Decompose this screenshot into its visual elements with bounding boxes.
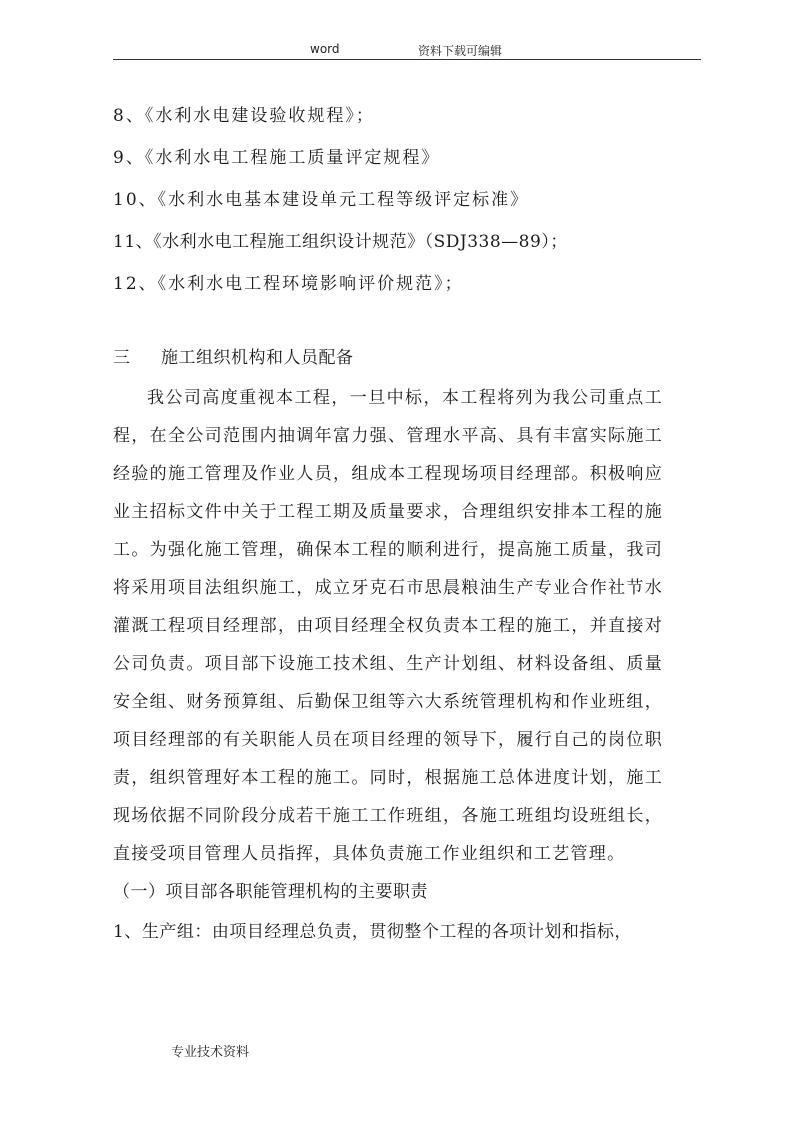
list-item: 11、《水利水电工程施工组织设计规范》（SDJ338—89）； bbox=[113, 232, 568, 252]
section-heading bbox=[113, 337, 673, 379]
header-right-text: 资料下载可编辑 bbox=[418, 44, 503, 58]
list-item: 12、《水利水电工程环境影响评价规范》； bbox=[113, 274, 464, 294]
document-body bbox=[113, 95, 673, 953]
section-title: 施工组织机构和人员配备 bbox=[161, 348, 354, 368]
list-item: 10、《水利水电基本建设单元工程等级评定标准》 bbox=[113, 190, 530, 210]
body-paragraph: 我公司高度重视本工程，一旦中标，本工程将列为我公司重点工程，在全公司范围内抽调年富力强、管理水平高、具有丰富实际施工经验的施工管理及作业人员，组成本工程现场项目经理部。积极响应业主招标文件中关于工程工期及质量要求，合理组织安排本工程的施工。为强化施工管理，确保本工程的顺利进行，提高施工质量，我司将采用项目法组织施工，成立牙克石市思晨粮油生产专业合作社节水灌溉工程项目经理部，由项目经理全权负责本工程的施工，并直接对公司负责。项目部下设施工技术组、生产计划组、材料设备组、质量安全组、财务预算组、后勤保卫组等六大系统管理机构和作业班组，项目经理部的有关职能人员在项目经理的领导下，履行自己的岗位职责，组织管理好本工程的施工。同时，根据施工总体进度计划，施工现场依据不同阶段分成若干施工工作班组，各施工班组均设班组长，直接受项目管理人员指挥，具体负责施工作业组织和工艺管理。 bbox=[113, 388, 663, 864]
page-header bbox=[113, 38, 701, 60]
section-number: 三 bbox=[113, 348, 131, 368]
list-item: 8、《水利水电建设验收规程》； bbox=[113, 106, 375, 126]
page-footer: 专业技术资料 bbox=[171, 1045, 250, 1060]
list-item: 9、《水利水电工程施工质量评定规程》 bbox=[113, 148, 441, 168]
subheading: （一）项目部各职能管理机构的主要职责 bbox=[113, 882, 428, 902]
list-item: 1、生产组：由项目经理总负责，贯彻整个工程的各项计划和指标， bbox=[113, 922, 632, 942]
header-left-text: word bbox=[310, 42, 340, 56]
